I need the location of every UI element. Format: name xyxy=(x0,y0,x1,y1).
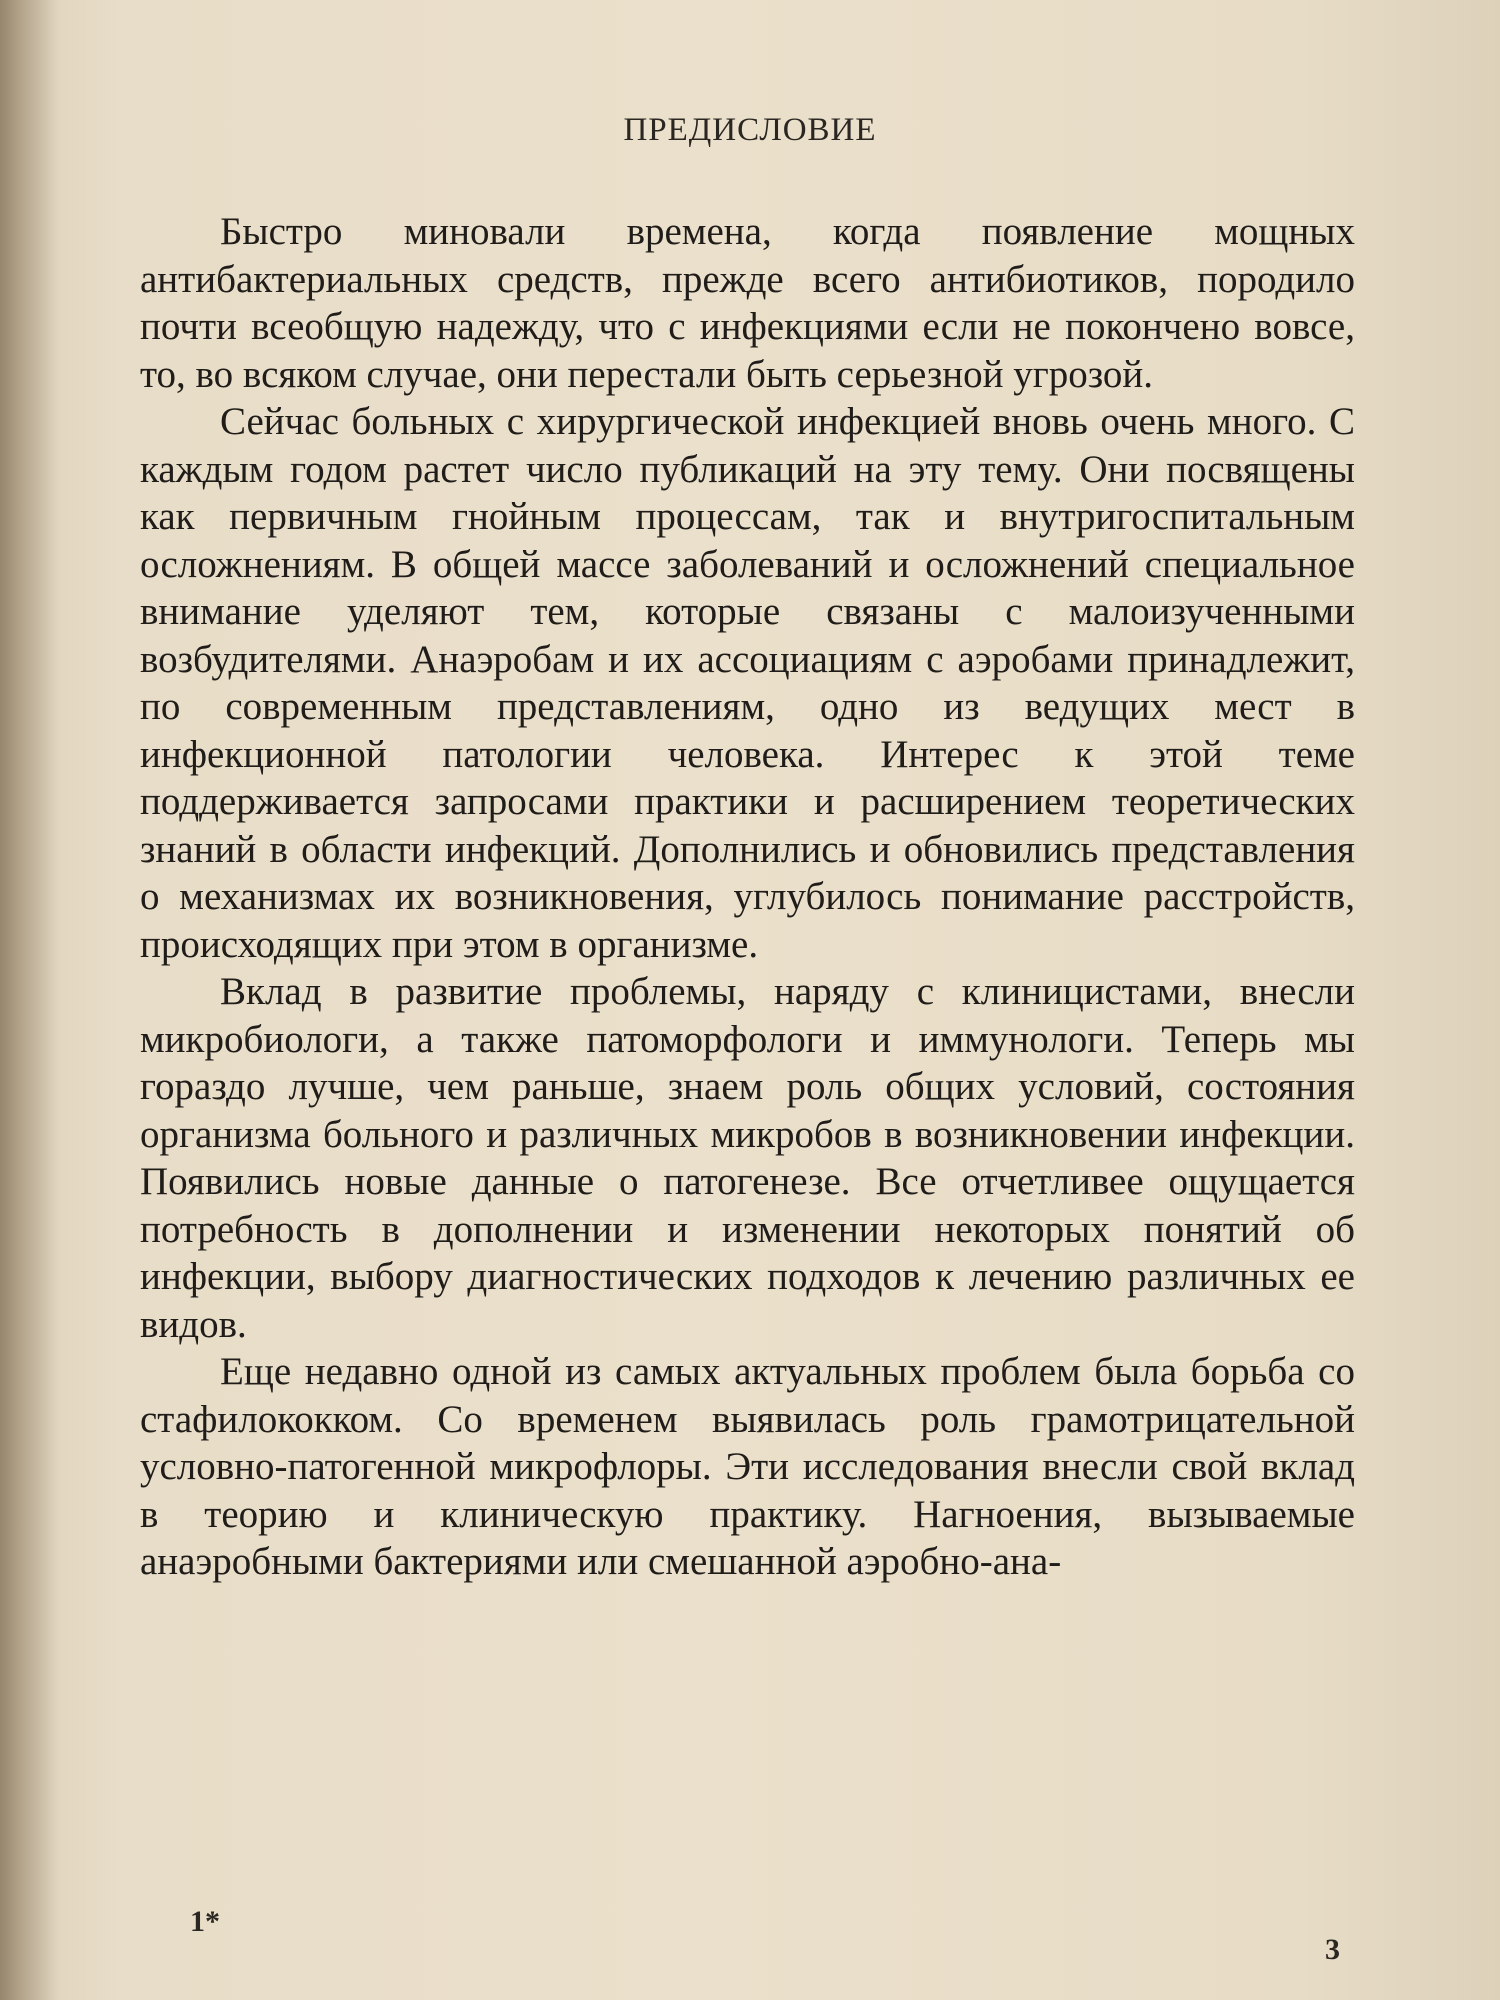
book-gutter-shadow xyxy=(0,0,60,2000)
page-number: 3 xyxy=(1325,1933,1340,1966)
page-title: ПРЕДИСЛОВИЕ xyxy=(623,112,877,148)
paragraph-3: Вклад в развитие проблемы, наряду с клиницистами, внесли микробиологи, а также патоморфологи и иммунологи. Теперь мы гораздо лучше, чем раньше, знаем роль общих условий, состояния организма больного и различных микробов в возникновении инфекции. Появились новые данные о патогенезе. Все отчетливее ощущается потребность в дополнении и изменении некоторых понятий об инфекции, выбору диагностических подходов к лечению различных ее видов. xyxy=(140,970,1355,1346)
signature-mark: 1* xyxy=(190,1905,220,1938)
paragraph-2: Сейчас больных с хирургической инфекцией вновь очень много. С каждым годом растет число публикаций на эту тему. Они посвящены как первичным гнойным процессам, так и внутригоспитальным осложнениям. В общей массе заболеваний и осложнений специальное внимание уделяют тем, которые связаны с малоизученными возбудителями. Анаэробам и их ассоциациям с аэробами принадлежит, по современным представлениям, одно из ведущих мест в инфекционной патологии человека. Интерес к этой теме поддерживается запросами практики и расширением теоретических знаний в области инфекций. Дополнились и обновились представления о механизмах их возникновения, углубилось понимание расстройств, происходящих при этом в организме. xyxy=(140,400,1355,966)
body-text xyxy=(140,208,1355,1586)
paragraph-1: Быстро миновали времена, когда появление мощных антибактериальных средств, прежде всего антибиотиков, породило почти всеобщую надежду, что с инфекциями если не покончено вовсе, то, во всяком случае, они перестали быть серьезной угрозой. xyxy=(140,210,1355,396)
paragraph-4: Еще недавно одной из самых актуальных проблем была борьба со стафилококком. Со временем выявилась роль грамотрицательной условно-патогенной микрофлоры. Эти исследования внесли свой вклад в теорию и клиническую практику. Нагноения, вызываемые анаэробными бактериями или смешанной аэробно-ана- xyxy=(140,1350,1355,1583)
